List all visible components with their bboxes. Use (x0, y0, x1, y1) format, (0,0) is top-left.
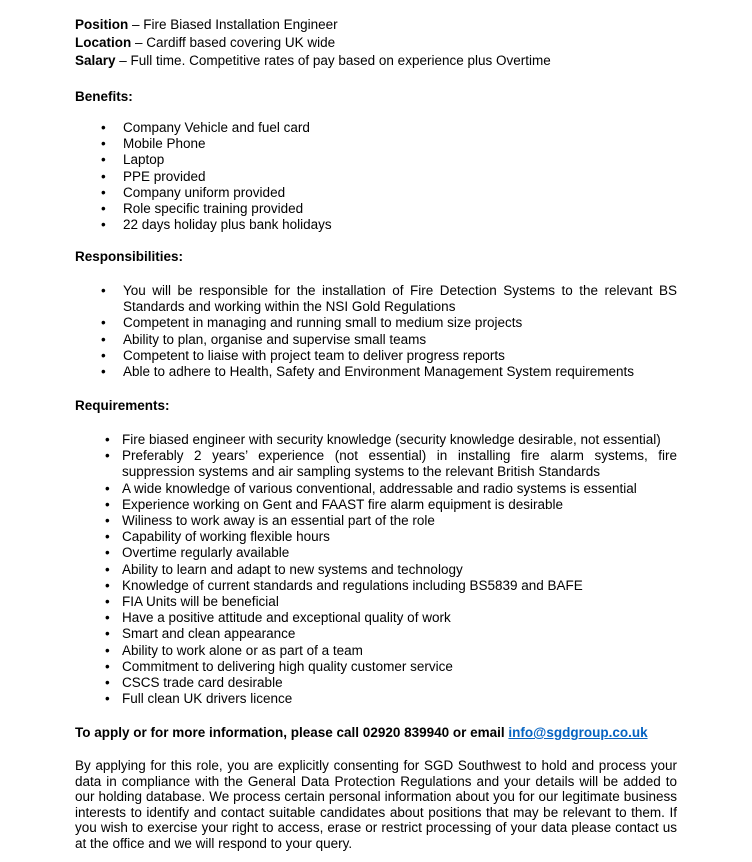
list-item (75, 332, 677, 348)
bullet-icon: • (101, 283, 106, 298)
list-item (75, 659, 677, 675)
list-item-text: PPE provided (123, 168, 206, 184)
bullet-icon: • (105, 642, 110, 658)
list-item-text: Laptop (123, 152, 165, 168)
bullet-icon: • (105, 545, 110, 561)
bullet-icon: • (101, 364, 106, 380)
bullet-icon: • (101, 120, 106, 135)
list-item (75, 432, 677, 448)
list-item-text: Commitment to delivering high quality customer service (122, 658, 453, 674)
list-item (75, 315, 677, 331)
list-item-text: FIA Units will be beneficial (122, 594, 279, 610)
list-item (75, 594, 677, 610)
list-item-text: Competent in managing and running small to medium size projects (123, 315, 523, 331)
location-line: Location – Cardiff based covering UK wide (75, 35, 336, 50)
bullet-icon: • (105, 675, 110, 691)
list-item-text: Able to adhere to Health, Safety and Environment Management System requirements (123, 364, 635, 380)
bullet-icon: • (105, 448, 110, 464)
list-item-text: Fire biased engineer with security knowledge (security knowledge desirable, not essential) (122, 432, 661, 447)
bullet-icon: • (105, 432, 110, 447)
bullet-icon: • (101, 331, 106, 347)
list-item (75, 364, 677, 380)
list-item (75, 545, 677, 561)
benefits-list (75, 120, 677, 233)
list-item-text: Have a positive attitude and exceptional quality of work (122, 610, 451, 626)
bullet-icon: • (105, 496, 110, 512)
bullet-icon: • (105, 658, 110, 674)
list-item (75, 529, 677, 545)
bullet-icon: • (101, 168, 106, 184)
bullet-icon: • (105, 529, 110, 545)
list-item-text: A wide knowledge of various conventional, addressable and radio systems is essential (122, 480, 637, 496)
bullet-icon: • (101, 152, 106, 168)
email-link[interactable]: info@sgdgroup.co.uk (508, 725, 648, 740)
list-item-text: Full clean UK drivers licence (122, 691, 293, 707)
list-item (75, 185, 677, 201)
list-item-text: Ability to learn and adapt to new systems and technology (122, 561, 463, 577)
requirements-list (75, 432, 677, 707)
list-item (75, 283, 677, 315)
list-item-text: Company Vehicle and fuel card (123, 120, 310, 135)
list-item (75, 562, 677, 578)
list-item-text: Knowledge of current standards and regulations including BS5839 and BAFE (122, 577, 583, 593)
bullet-icon: • (105, 691, 110, 707)
list-item-text: Company uniform provided (123, 184, 286, 200)
job-summary (75, 16, 677, 70)
gdpr-consent-paragraph: By applying for this role, you are explicitly consenting for SGD Southwest to hold and process your data in compliance with the General Data Protection Regulations and your details will be added to our holding database. We process certain personal information about you for our legitimate business interests to identify and contact suitable candidates about positions that may be relevant to them. If you wish to exercise your right to access, erase or restrict processing of your data please contact us at the office and we will respond to your query. (75, 758, 677, 851)
list-item (75, 578, 677, 594)
list-item (75, 348, 677, 364)
bullet-icon: • (105, 610, 110, 626)
list-item-text: Competent to liaise with project team to deliver progress reports (123, 347, 505, 363)
list-item-text: Preferably 2 years’ experience (not essential) in installing fire alarm systems, fire suppression systems and air sampling systems to the relevant British Standards (122, 448, 677, 480)
list-item-text: You will be responsible for the installation of Fire Detection Systems to the relevant BS Standards and working within the NSI Gold Regulations (123, 283, 677, 315)
list-item-text: Smart and clean appearance (122, 626, 296, 642)
apply-line: To apply or for more information, please call 02920 839940 or email info@sgdgroup.co.uk (75, 725, 648, 740)
bullet-icon: • (101, 315, 106, 331)
list-item (75, 136, 677, 152)
bullet-icon: • (105, 594, 110, 610)
list-item (75, 169, 677, 185)
list-item-text: Mobile Phone (123, 136, 206, 152)
list-item (75, 626, 677, 642)
bullet-icon: • (105, 626, 110, 642)
list-item (75, 201, 677, 217)
list-item-text: Ability to work alone or as part of a team (122, 642, 363, 658)
list-item (75, 610, 677, 626)
benefits-heading: Benefits: (75, 89, 133, 104)
list-item-text: Experience working on Gent and FAAST fire alarm equipment is desirable (122, 496, 563, 512)
list-item (75, 120, 677, 136)
requirements-heading: Requirements: (75, 398, 170, 413)
list-item-text: Overtime regularly available (122, 545, 290, 561)
bullet-icon: • (105, 480, 110, 496)
list-item (75, 675, 677, 691)
list-item-text: Wiliness to work away is an essential part of the role (122, 513, 435, 529)
bullet-icon: • (101, 184, 106, 200)
bullet-icon: • (105, 513, 110, 529)
list-item (75, 513, 677, 529)
list-item-text: CSCS trade card desirable (122, 675, 283, 691)
list-item-text: Capability of working flexible hours (122, 529, 330, 545)
bullet-icon: • (101, 201, 106, 217)
list-item-text: Role specific training provided (123, 201, 304, 217)
list-item-text: Ability to plan, organise and supervise small teams (123, 331, 427, 347)
list-item (75, 691, 677, 707)
responsibilities-heading: Responsibilities: (75, 249, 184, 264)
list-item (75, 643, 677, 659)
responsibilities-list (75, 283, 677, 380)
list-item (75, 448, 677, 480)
list-item-text: 22 days holiday plus bank holidays (123, 217, 332, 233)
list-item (75, 152, 677, 168)
bullet-icon: • (105, 577, 110, 593)
bullet-icon: • (105, 561, 110, 577)
position-line: Position – Fire Biased Installation Engineer (75, 17, 338, 32)
list-item (75, 481, 677, 497)
bullet-icon: • (101, 217, 106, 233)
bullet-icon: • (101, 347, 106, 363)
bullet-icon: • (101, 136, 106, 152)
salary-line: Salary – Full time. Competitive rates of pay based on experience plus Overtime (75, 53, 551, 68)
list-item (75, 217, 677, 233)
list-item (75, 497, 677, 513)
